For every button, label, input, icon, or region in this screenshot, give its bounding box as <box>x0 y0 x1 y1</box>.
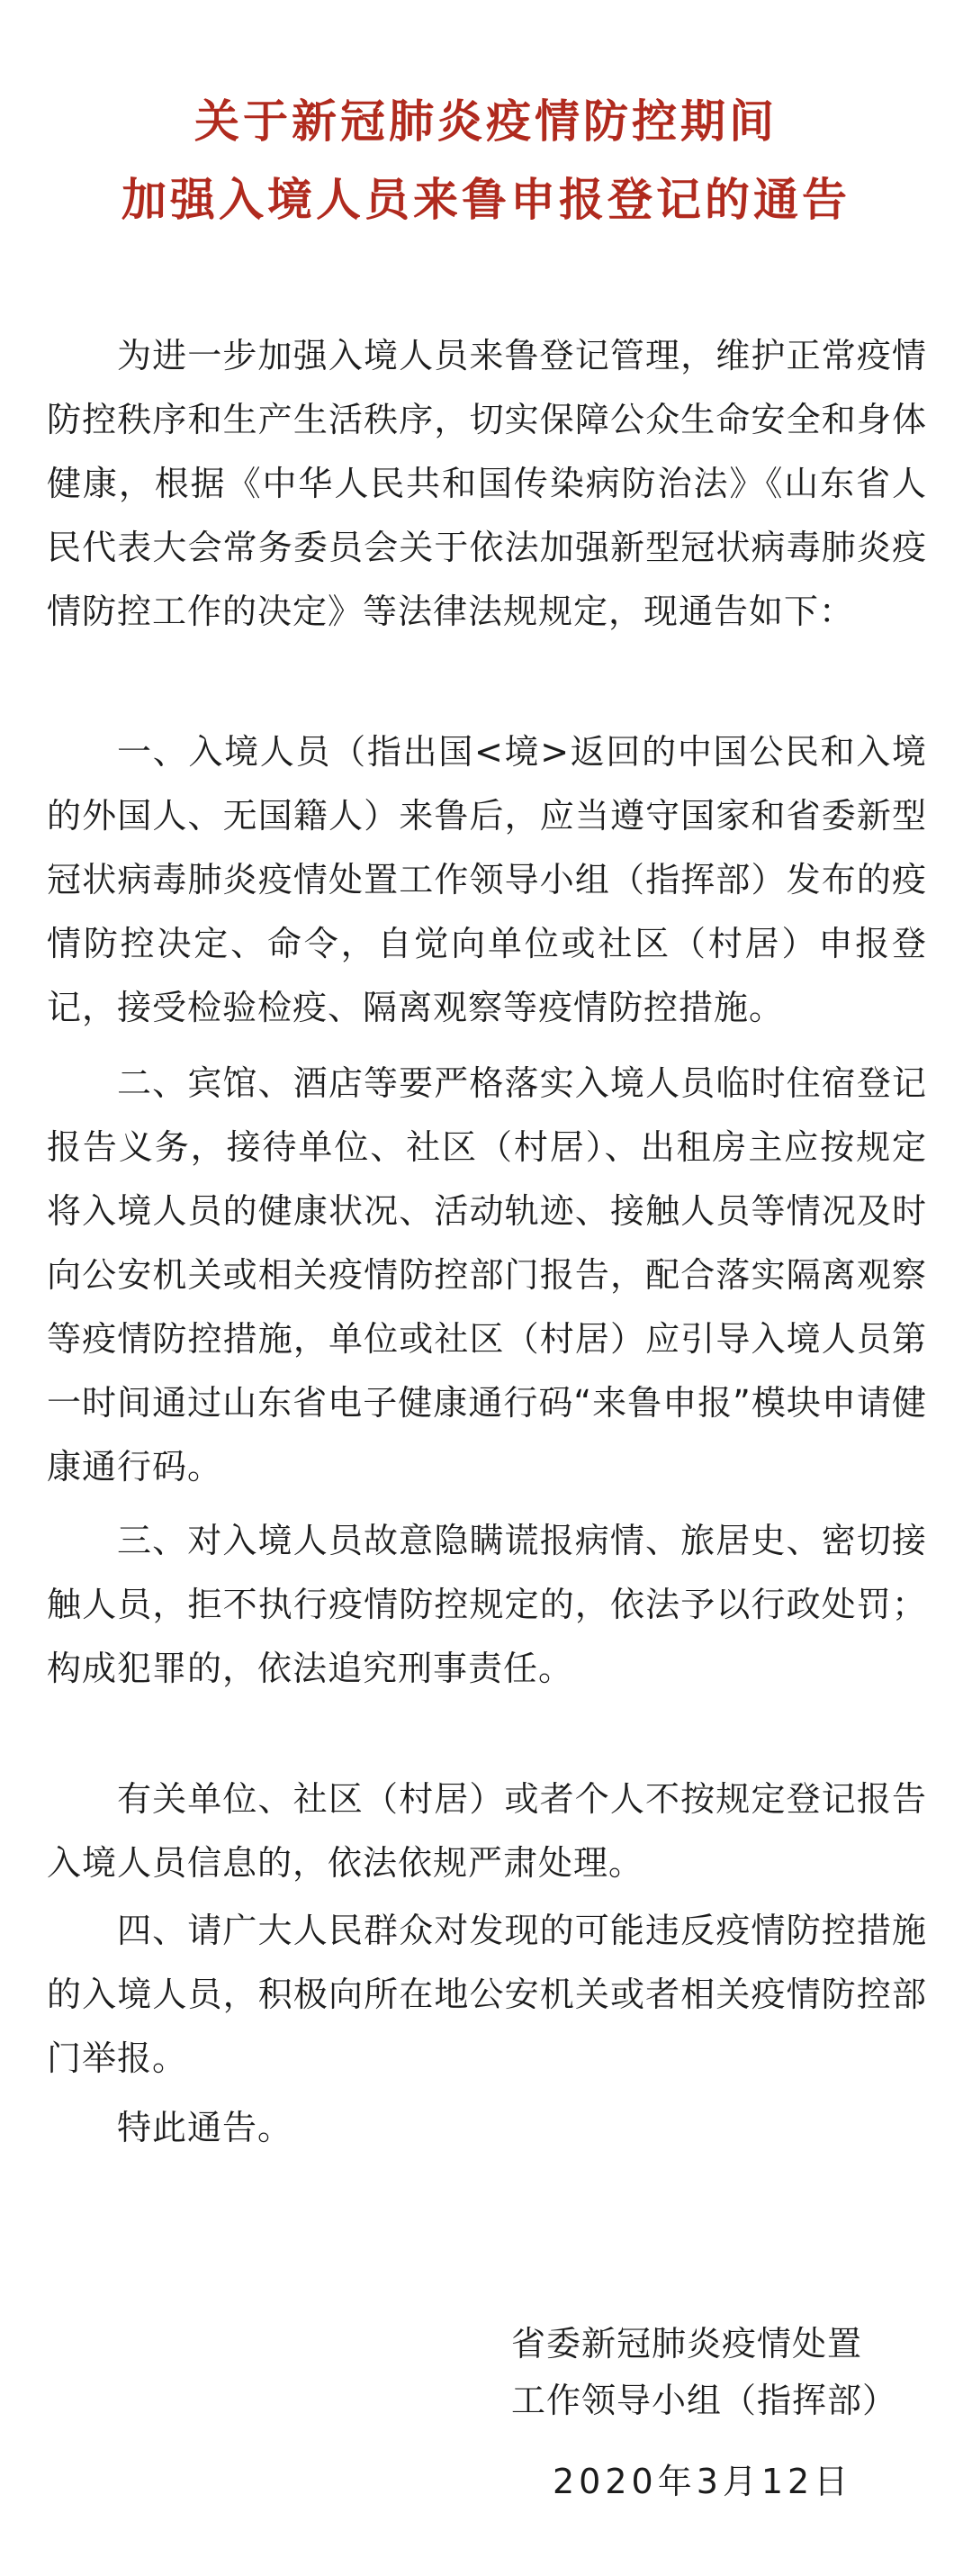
item-2-paragraph: 二、宾馆、酒店等要严格落实入境人员临时住宿登记报告义务，接待单位、社区（村居）、出租房主应按规定将入境人员的健康状况、活动轨迹、接触人员等情况及时向公安机关或相关疫情防控部门报告，配合落实隔离观察等疫情防控措施，单位或社区（村居）应引导入境人员第一时间通过山东省电子健康通行码“来鲁申报”模块申请健康通行码。 <box>47 1063 927 1487</box>
closing-paragraph: 特此通告。 <box>117 2108 293 2147</box>
notice-title-line2: 加强入境人员来鲁申报登记的通告 <box>122 173 850 226</box>
signature-line1: 省委新冠肺炎疫情处置 <box>511 2324 863 2364</box>
item-1-paragraph: 一、入境人员（指出国<境>返回的中国公民和入境的外国人、无国籍人）来鲁后，应当遵守国家和省委新型冠状病毒肺炎疫情处置工作领导小组（指挥部）发布的疫情防控决定、命令，自觉向单位或社区（村居）申报登记，接受检验检疫、隔离观察等疫情防控措施。 <box>47 732 927 1027</box>
signature-line2: 工作领导小组（指挥部） <box>511 2381 898 2420</box>
item-3-paragraph: 三、对入境人员故意隐瞒谎报病情、旅居史、密切接触人员，拒不执行疫情防控规定的，依法予以行政处罚；构成犯罪的，依法追究刑事责任。 <box>47 1521 927 1688</box>
intro-paragraph: 为进一步加强入境人员来鲁登记管理，维护正常疫情防控秩序和生产生活秩序，切实保障公众生命安全和身体健康，根据《中华人民共和国传染病防治法》《山东省人民代表大会常务委员会关于依法加强新型冠状病毒肺炎疫情防控工作的决定》等法律法规规定，现通告如下： <box>47 336 927 631</box>
notice-title-line1: 关于新冠肺炎疫情防控期间 <box>194 95 778 148</box>
item-3-note-paragraph: 有关单位、社区（村居）或者个人不按规定登记报告入境人员信息的，依法依规严肃处理。 <box>47 1779 927 1883</box>
item-4-paragraph: 四、请广大人民群众对发现的可能违反疫情防控措施的入境人员，积极向所在地公安机关或者相关疫情防控部门举报。 <box>47 1911 927 2078</box>
notice-date: 2020年3月12日 <box>553 2462 853 2501</box>
